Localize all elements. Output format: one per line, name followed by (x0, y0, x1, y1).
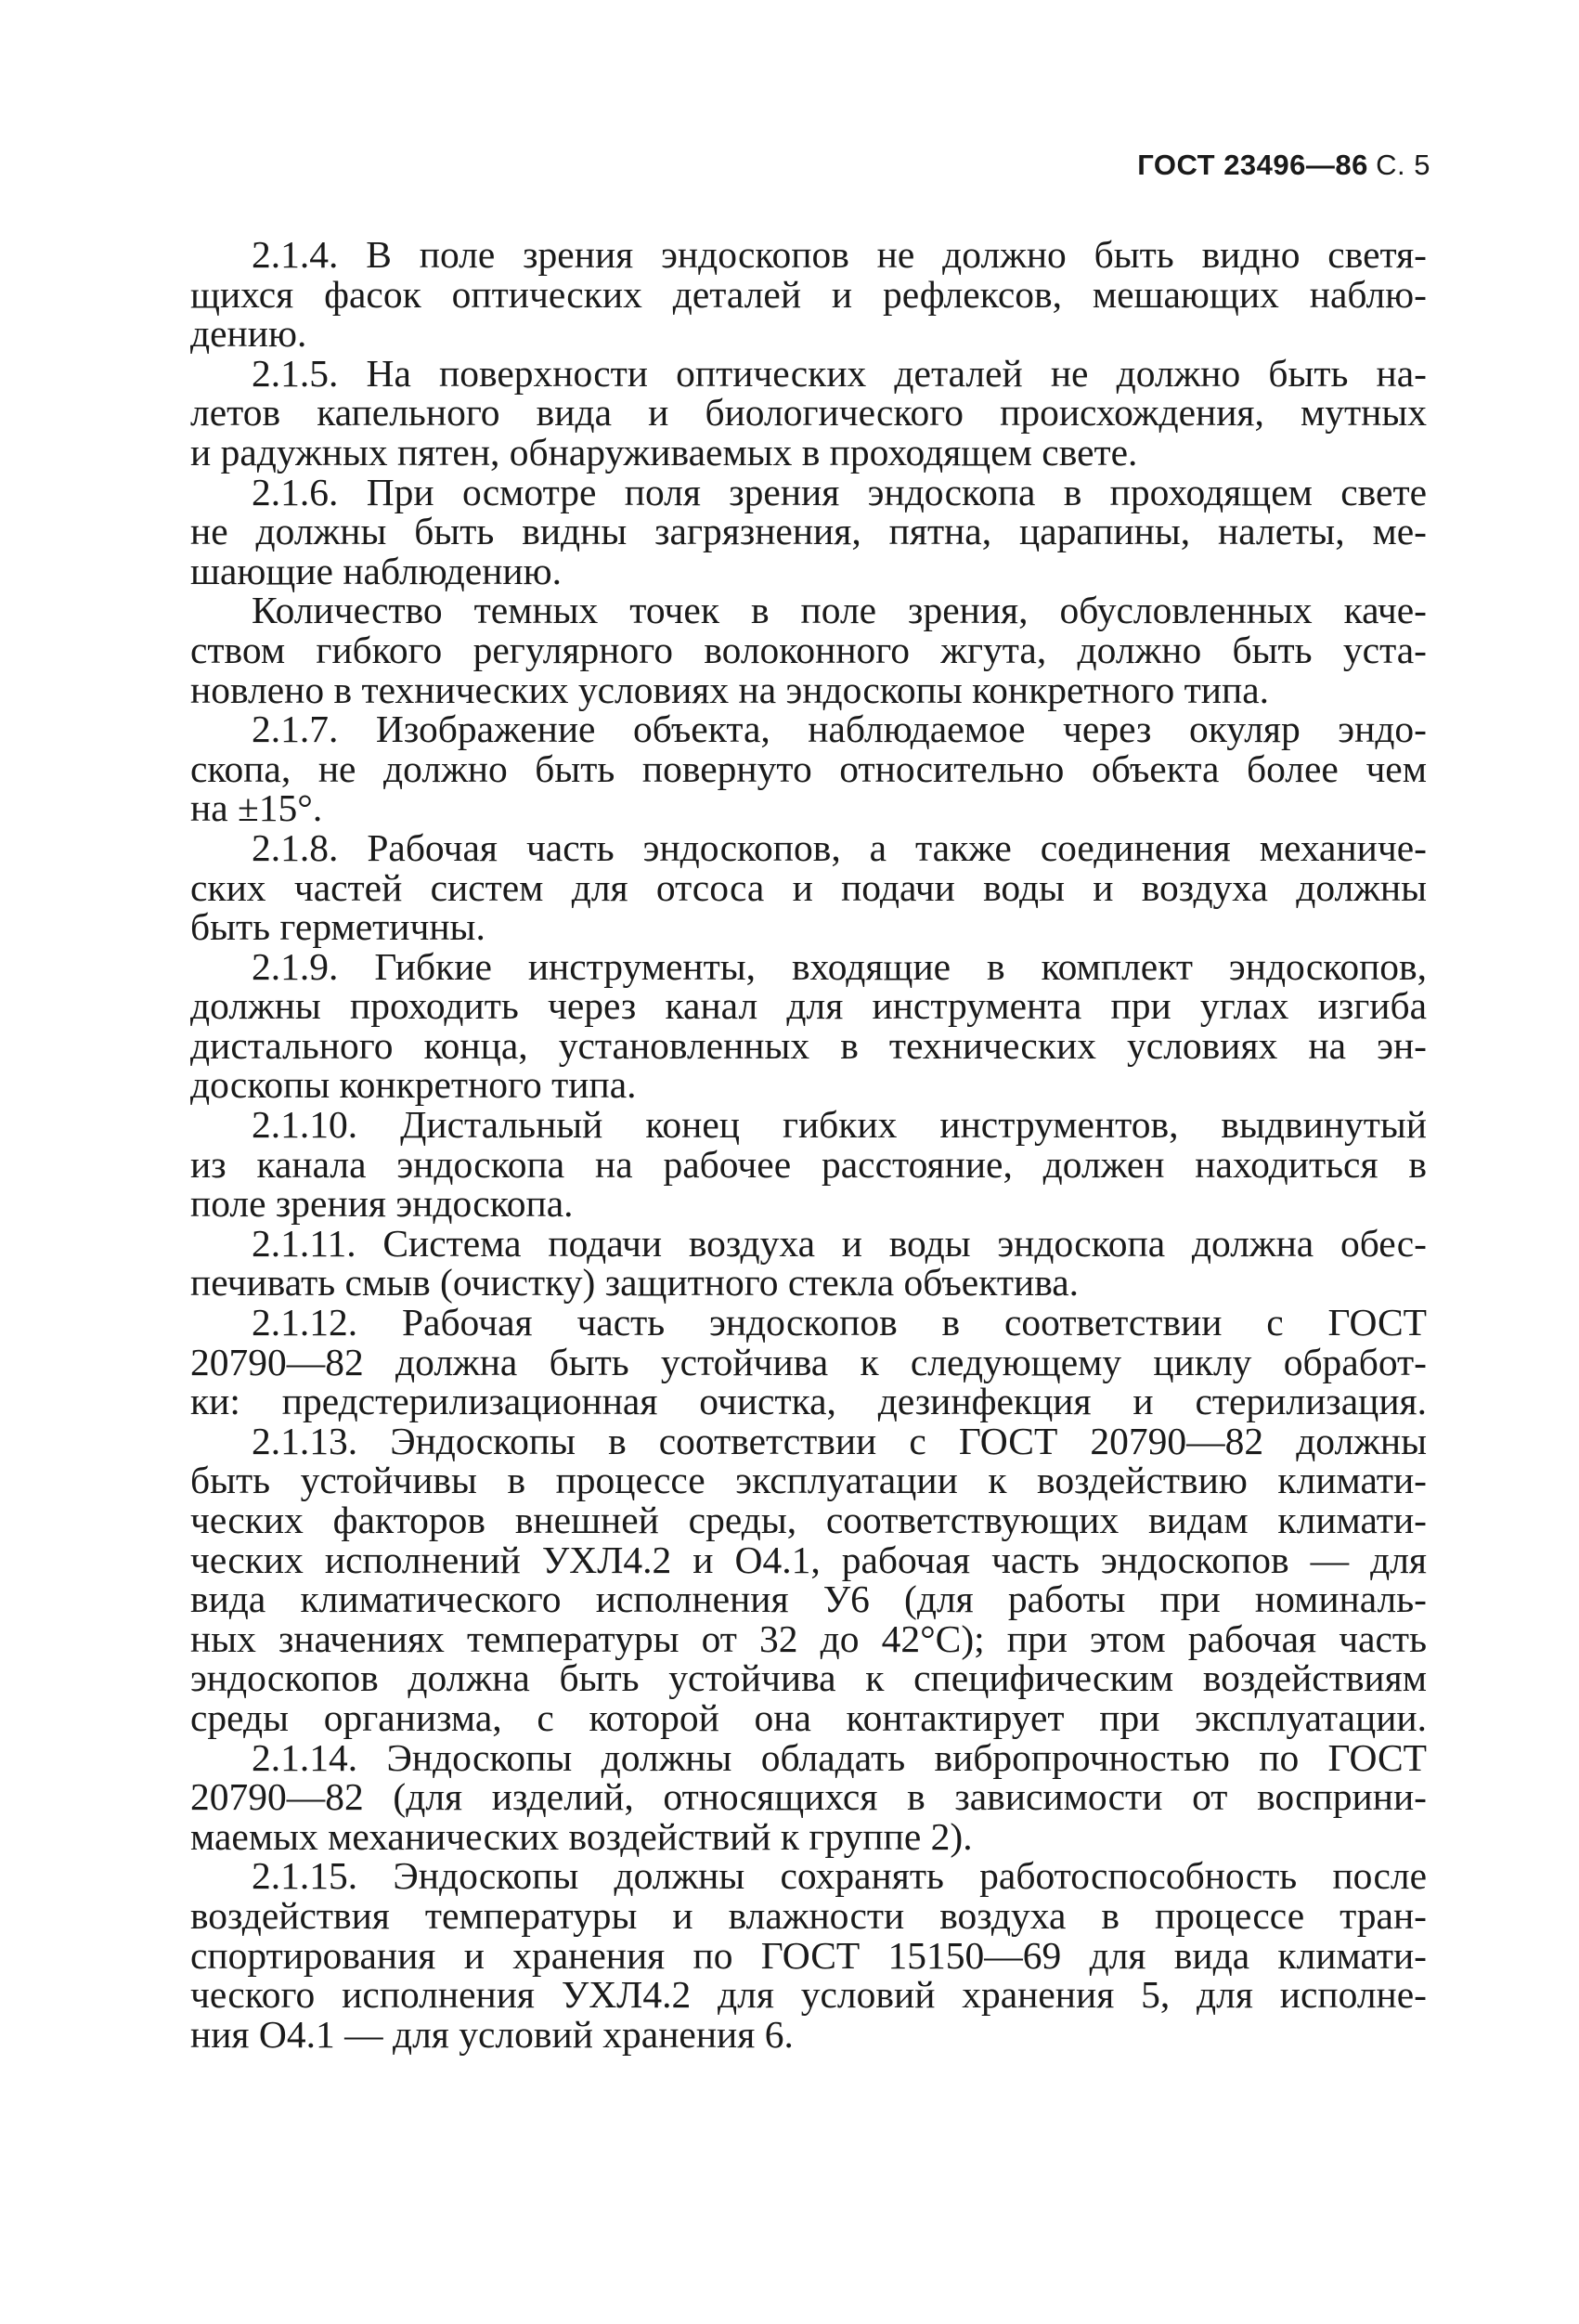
text-line: дению. (190, 312, 307, 356)
clause-2-1-13 (190, 1419, 1427, 1739)
text-line: скопа, не должно быть повернуто относительно объекта более чем (190, 747, 1427, 790)
text-line: 2.1.11. Система подачи воздуха и воды эндоскопа должна обес- (252, 1221, 1427, 1265)
text-line: 2.1.13. Эндоскопы в соответствии с ГОСТ 20790—82 должны (252, 1419, 1427, 1462)
text-line: быть устойчивы в процессе эксплуатации к воздействию климати- (190, 1459, 1427, 1502)
clause-2-1-5 (190, 351, 1427, 474)
text-line: ством гибкого регулярного волоконного жгута, должно быть уста- (190, 628, 1427, 671)
text-line: не должны быть видны загрязнения, пятна, царапины, налеты, ме- (190, 510, 1427, 553)
text-line: ных значениях температуры от 32 до 42°С); при этом рабочая часть (190, 1616, 1427, 1660)
text-line: 2.1.10. Дистальный конец гибких инструментов, выдвинутый (252, 1103, 1427, 1147)
clause-2-1-10 (190, 1105, 1427, 1224)
text-line: 20790—82 должна быть устойчива к следующему циклу обработ- (190, 1340, 1427, 1383)
text-line: 2.1.15. Эндоскопы должны сохранять работоспособность после (252, 1854, 1427, 1898)
clause-2-1-11 (190, 1221, 1427, 1305)
text-line: Количество темных точек в поле зрения, обусловленных каче- (252, 589, 1427, 632)
clause-2-1-12 (190, 1303, 1427, 1422)
text-line: вида климатического исполнения У6 (для работы при номиналь- (190, 1577, 1427, 1621)
page-header (1137, 149, 1430, 182)
clause-2-1-14 (190, 1735, 1427, 1858)
text-line: 2.1.5. На поверхности оптических деталей не должно быть на- (252, 351, 1427, 395)
text-line: эндоскопов должна быть устойчива к специфическим воздействиям (190, 1656, 1427, 1700)
text-line: шающие наблюдению. (190, 549, 562, 592)
text-line: ческих факторов внешней среды, соответствующих видам климати- (190, 1499, 1427, 1541)
text-line: 2.1.8. Рабочая часть эндоскопов, а также соединения механиче- (252, 825, 1427, 869)
text-line: поле зрения эндоскопа. (190, 1182, 574, 1226)
text-line: новлено в технических условиях на эндоскопы конкретного типа. (190, 668, 1270, 711)
text-line: маемых механических воздействий к группе 2). (190, 1814, 973, 1858)
text-line: доскопы конкретного типа. (190, 1063, 637, 1107)
text-line: среды организма, с которой она контактирует при эксплуатации. (190, 1695, 1427, 1739)
text-line: из канала эндоскопа на рабочее расстояние, должен находиться в (190, 1142, 1427, 1186)
text-line: ческого исполнения УХЛ4.2 для условий хранения 5, для исполне- (190, 1973, 1427, 2017)
text-line: должны проходить через канал для инструмента при углах изгиба (190, 984, 1427, 1028)
text-line: быть герметичны. (190, 905, 485, 949)
text-line: на ±15°. (190, 786, 323, 830)
clause-2-1-6 (190, 470, 1427, 592)
text-line: 20790—82 (для изделий, относящихся в зависимости от восприни- (190, 1775, 1427, 1819)
page-number: С. 5 (1376, 149, 1430, 181)
document-body (190, 235, 1427, 2054)
clause-2-1-8 (190, 825, 1427, 949)
text-line: 2.1.6. При осмотре поля зрения эндоскопа в проходящем свете (252, 470, 1427, 513)
text-line: дистального конца, установленных в технических условиях на эн- (190, 1023, 1427, 1067)
text-line: ки: предстерилизационная очистка, дезинфекция и стерилизация. (190, 1380, 1427, 1423)
text-line: 2.1.12. Рабочая часть эндоскопов в соответствии с ГОСТ (252, 1301, 1427, 1344)
text-line: ния О4.1 — для условий хранения 6. (190, 2012, 794, 2056)
text-line: 2.1.7. Изображение объекта, наблюдаемое через окуляр эндо- (252, 708, 1427, 751)
text-line: летов капельного вида и биологического происхождения, мутных (190, 391, 1427, 435)
text-line: 2.1.9. Гибкие инструменты, входящие в комплект эндоскопов, (252, 944, 1427, 988)
clause-2-1-15 (190, 1856, 1427, 2054)
text-line: ческих исполнений УХЛ4.2 и О4.1, рабочая часть эндоскопов — для (190, 1538, 1427, 1581)
clause-2-1-4 (190, 235, 1427, 354)
text-line: и радужных пятен, обнаруживаемых в проходящем свете. (190, 430, 1138, 474)
text-line: 2.1.14. Эндоскопы должны обладать вибропрочностью по ГОСТ (252, 1735, 1427, 1779)
clause-2-1-7 (190, 709, 1427, 828)
text-line: 2.1.4. В поле зрения эндоскопов не должно быть видно светя- (252, 233, 1427, 276)
text-line: щихся фасок оптических деталей и рефлексов, мешающих наблю- (190, 272, 1427, 316)
clause-2-1-9 (190, 944, 1427, 1107)
text-line: воздействия температуры и влажности воздуха в процессе тран- (190, 1893, 1427, 1937)
text-line: печивать смыв (очистку) защитного стекла объектива. (190, 1261, 1080, 1305)
clause-2-1-6-dark-points (190, 591, 1427, 709)
standard-number: ГОСТ 23496—86 (1137, 149, 1368, 181)
text-line: спортирования и хранения по ГОСТ 15150—69 для вида климати- (190, 1933, 1427, 1977)
text-line: ских частей систем для отсоса и подачи воды и воздуха должны (190, 865, 1427, 909)
